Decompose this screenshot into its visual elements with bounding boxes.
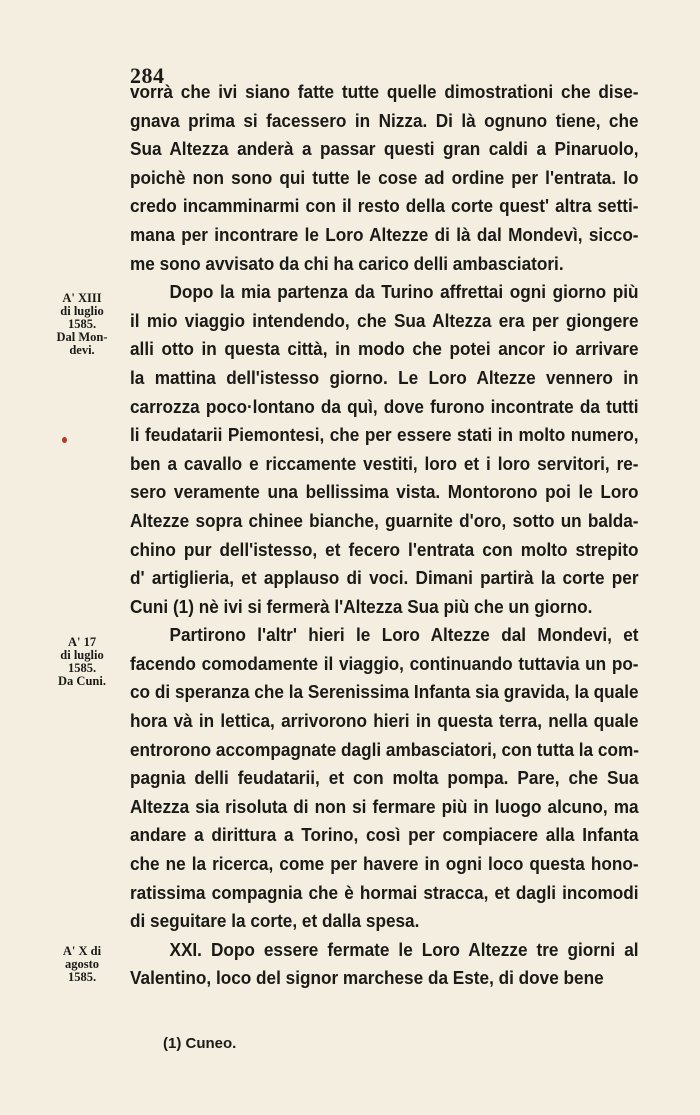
page-number: 284 (130, 63, 165, 88)
text-line: andare a dirittura a Torino, così per compiacere alla Infanta (130, 824, 639, 846)
margin-note-line: A' 17 (67, 635, 97, 649)
text-line: Valentino, loco del signor marchese da Este, di dove bene (130, 967, 604, 989)
text-line: pagnia delli feudatarii, et con molta pompa. Pare, che Sua (130, 767, 639, 789)
paragraph-start-line: Partirono l'altr' hieri le Loro Altezze dal Mondevi, et (169, 624, 639, 646)
text-line: hora và in lettica, arrivorono hieri in questa terra, nella quale (130, 710, 639, 732)
text-line: ben a cavallo e riccamente vestiti, loro et i loro servitori, re- (130, 452, 639, 474)
text-line: poichè non sono qui tutte le cose ad ordine per l'entrata. Io (130, 166, 639, 188)
text-line: che ne la ricerca, come per havere in ogni loco questa hono- (130, 853, 639, 875)
text-line: alli otto in questa città, in modo che potei ancor io arrivare (130, 338, 639, 360)
text-line: chino pur dell'istesso, et fecero l'entrata con molto strepito (130, 538, 639, 560)
text-line: Sua Altezza anderà a passar questi gran caldi a Pinaruolo, (130, 138, 639, 160)
footnote: (1) Cuneo. (163, 1035, 237, 1052)
text-line: credo incamminarmi con il resto della corte quest' altra setti- (130, 195, 639, 217)
margin-note-line: di luglio (60, 648, 104, 662)
text-line: facendo comodamente il viaggio, continuando tuttavia un po- (130, 652, 639, 674)
text-line: sero veramente una bellissima vista. Montorono poi le Loro (130, 481, 639, 503)
text-line: ratissima compagnia che è hormai stracca, et dagli incomodi (130, 881, 639, 903)
text-line: la mattina dell'istesso giorno. Le Loro Altezze vennero in (130, 366, 639, 388)
text-line: co di speranza che la Serenissima Infanta sia gravida, la quale (130, 681, 639, 703)
text-line: vorrà che ivi siano fatte tutte quelle dimostrationi che dise- (130, 81, 639, 102)
body-text (130, 78, 639, 993)
margin-note-line: A' XIII (62, 291, 102, 305)
margin-note-date-3 (40, 945, 124, 984)
text-line: me sono avvisato da chi ha carico delli ambasciatori. (130, 252, 564, 274)
paragraph-start-line: Dopo la mia partenza da Turino affrettai ogni giorno più (169, 281, 639, 303)
text-line: mana per incontrare le Loro Altezze di là dal Mondevì, sicco- (130, 223, 639, 245)
margin-note-line: A' X di (62, 944, 102, 958)
red-ink-mark (62, 437, 67, 443)
text-line: gnava prima si facessero in Nizza. Di là ognuno tiene, che (130, 109, 639, 131)
text-line: di seguitare la corte, et dalla spesa. (130, 910, 420, 932)
margin-note-line: 1585. (67, 317, 97, 331)
text-line: Altezza sia risoluta di non si fermare più in luogo alcuno, ma (130, 795, 639, 817)
text-line: entrorono accompagnate dagli ambasciatori, con tutta la com- (130, 738, 639, 760)
paragraph-start-line: XXI. Dopo essere fermate le Loro Altezze tre giorni al (169, 938, 639, 960)
margin-note-line: Da Cuni. (58, 674, 106, 688)
text-line: il mio viaggio intendendo, che Sua Altezza era per giongere (130, 309, 639, 331)
margin-note-line: 1585. (67, 661, 97, 675)
margin-note-line: devi. (69, 343, 95, 357)
margin-note-date-2 (40, 636, 124, 688)
margin-note-date-1 (40, 292, 124, 357)
text-line: d' artiglieria, et applauso di voci. Dimani partirà la corte per (130, 567, 639, 589)
margin-note-line: 1585. (67, 970, 97, 984)
margin-note-line: di luglio (60, 304, 104, 318)
margin-note-line: agosto (64, 957, 100, 971)
text-line: li feudatarii Piemontesi, che per essere stati in molto numero, (130, 424, 639, 446)
text-line: Altezze sopra chinee bianche, guarnite d'oro, sotto un balda- (130, 509, 639, 531)
text-line: Cuni (1) nè ivi si fermerà l'Altezza Sua più che un giorno. (130, 595, 593, 617)
text-line: carrozza poco·lontano da quì, dove furono incontrate da tutti (130, 395, 639, 417)
margin-note-line: Dal Mon- (56, 330, 108, 344)
